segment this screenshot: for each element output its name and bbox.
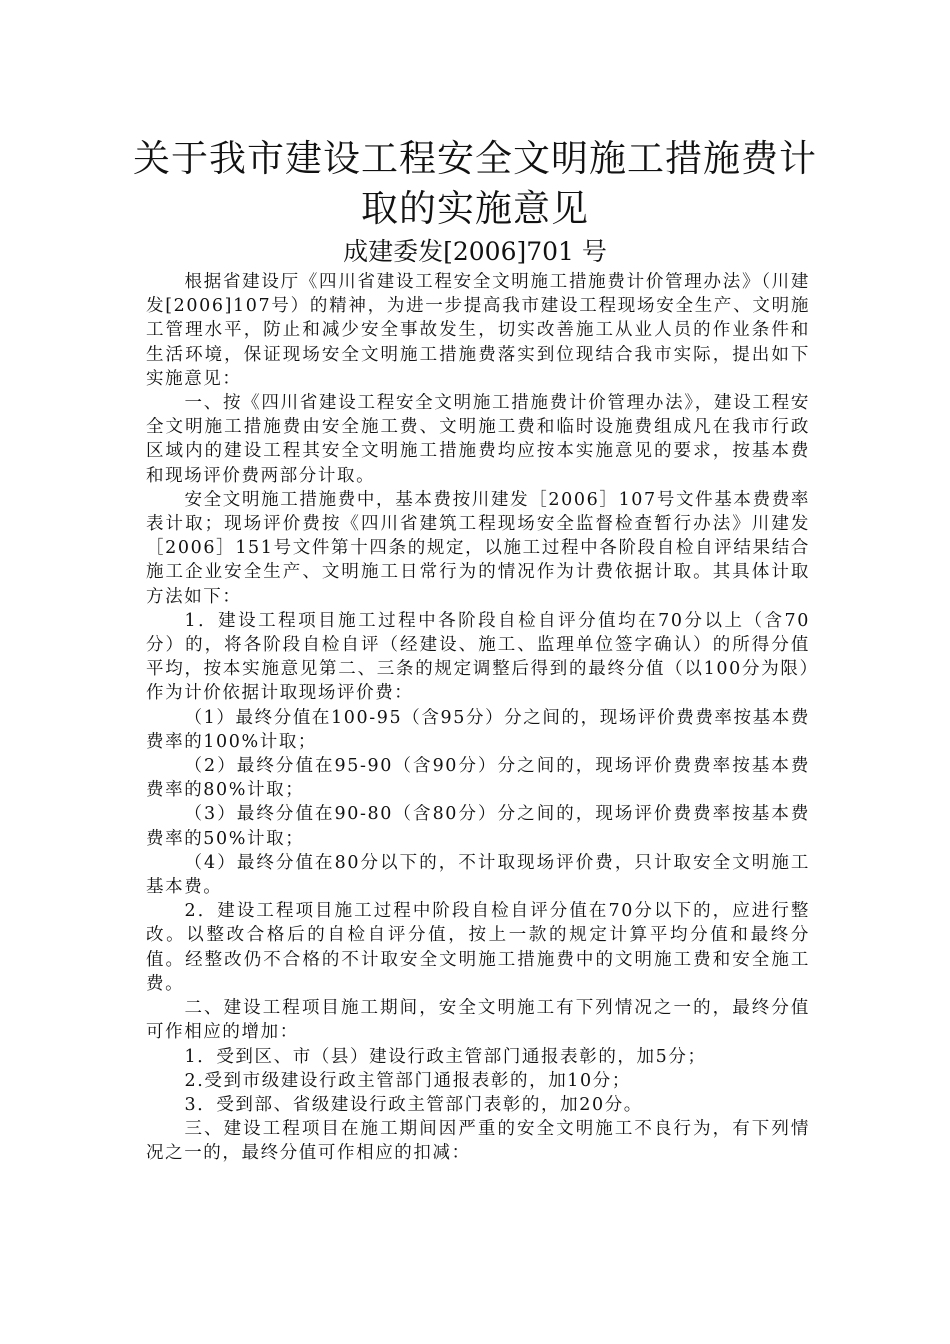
paragraph: （3）最终分值在90-80（含80分）分之间的，现场评价费费率按基本费费率的50%计取； <box>146 804 810 849</box>
paragraph: 安全文明施工措施费中，基本费按川建发［2006］107号文件基本费费率表计取；现场评价费按《四川省建筑工程现场安全监督检查暂行办法》川建发［2006］151号文件第十四条的规定，以施工过程中各阶段自检自评结果结合施工企业安全生产、文明施工日常行为的情况作为计费依据计取。其具体计取方法如下： <box>146 489 810 607</box>
paragraph: （1）最终分值在100-95（含95分）分之间的，现场评价费费率按基本费费率的100%计取； <box>146 707 810 752</box>
paragraph: （2）最终分值在95-90（含90分）分之间的，现场评价费费率按基本费费率的80%计取； <box>146 756 810 801</box>
paragraph: 三、建设工程项目在施工期间因严重的安全文明施工不良行为，有下列情况之一的，最终分值可作相应的扣减： <box>146 1119 810 1164</box>
document-title-line-1: 关于我市建设工程安全文明施工措施费计 <box>133 137 817 180</box>
paragraph: （4）最终分值在80分以下的，不计取现场评价费，只计取安全文明施工基本费。 <box>146 852 810 898</box>
paragraph: 根据省建设厅《四川省建设工程安全文明施工措施费计价管理办法》（川建发[2006]107号）的精神，为进一步提高我市建设工程现场安全生产、文明施工管理水平，防止和减少安全事故发生，切实改善施工从业人员的作业条件和生活环境，保证现场安全文明施工措施费落实到位现结合我市实际，提出如下实施意见： <box>146 272 810 389</box>
paragraph: 1．建设工程项目施工过程中各阶段自检自评分值均在70分以上（含70分）的，将各阶段自检自评（经建设、施工、监理单位签字确认）的所得分值平均，按本实施意见第二、三条的规定调整后得到的最终分值（以100分为限）作为计价依据计取现场评价费： <box>146 610 810 704</box>
document-body <box>146 270 810 1166</box>
paragraph: 2.受到市级建设行政主管部门通报表彰的，加10分； <box>184 1070 631 1091</box>
document-number: 成建委发[2006]701 号 <box>343 237 607 266</box>
paragraph: 3．受到部、省级建设行政主管部门表彰的，加20分。 <box>184 1094 643 1115</box>
paragraph: 2．建设工程项目施工过程中阶段自检自评分值在70分以下的，应进行整改。以整改合格后的自检自评分值，按上一款的规定计算平均分值和最终分值。经整改仍不合格的不计取安全文明施工措施费中的文明施工费和安全施工费。 <box>146 901 810 994</box>
paragraph: 1．受到区、市（县）建设行政主管部门通报表彰的，加5分； <box>184 1046 707 1067</box>
paragraph: 一、按《四川省建设工程安全文明施工措施费计价管理办法》，建设工程安全文明施工措施费由安全施工费、文明施工费和临时设施费组成凡在我市行政区域内的建设工程其安全文明施工措施费均应按本实施意见的要求，按基本费和现场评价费两部分计取。 <box>146 393 810 486</box>
paragraph: 二、建设工程项目施工期间，安全文明施工有下列情况之一的，最终分值可作相应的增加： <box>146 998 810 1043</box>
document-title-line-2: 取的实施意见 <box>361 187 589 230</box>
